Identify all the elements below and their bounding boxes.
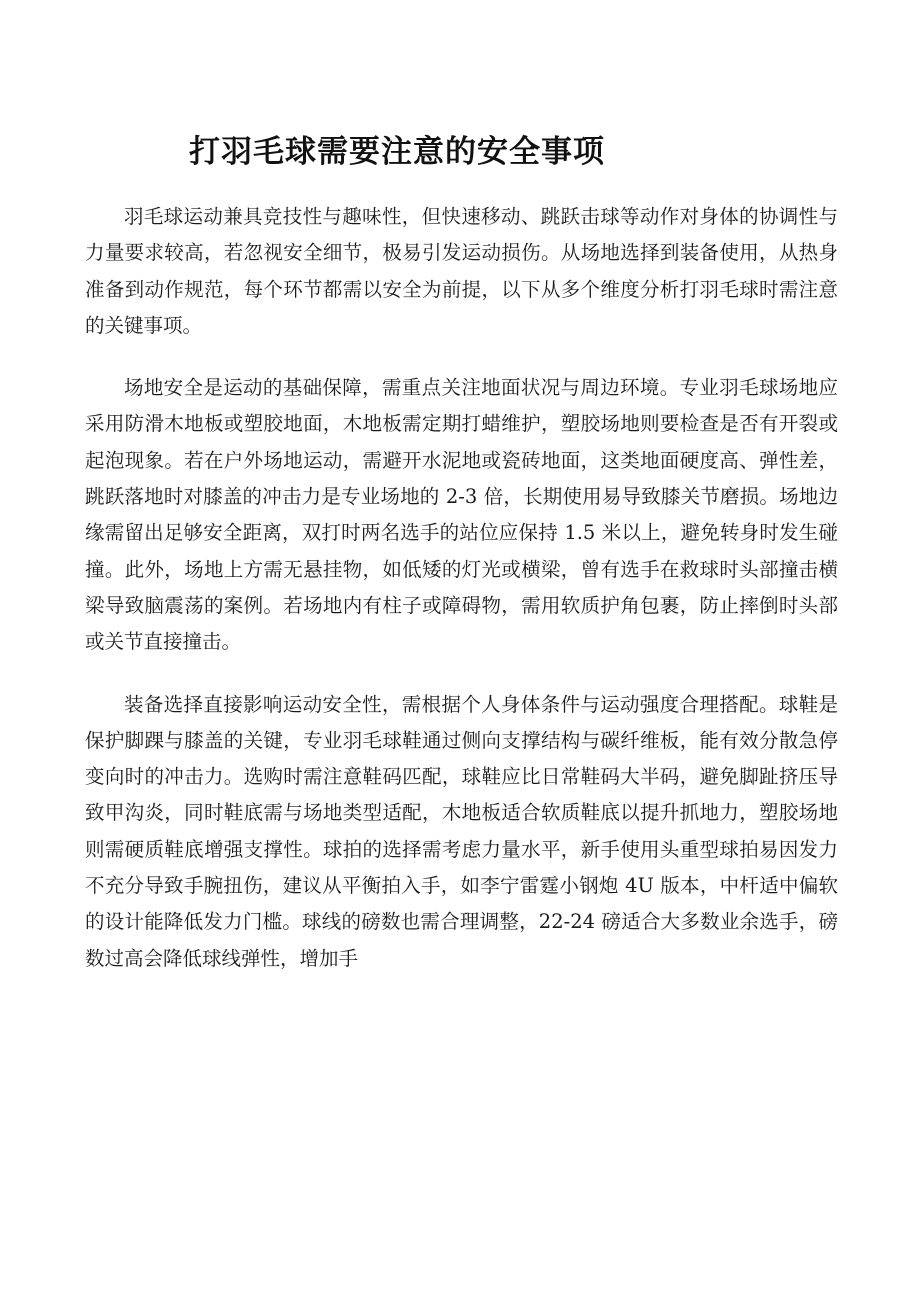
paragraph-equipment: 装备选择直接影响运动安全性，需根据个人身体条件与运动强度合理搭配。球鞋是保护脚踝与膝盖的关键，专业羽毛球鞋通过侧向支撑结构与碳纤维板，能有效分散急停变向时的冲击力。选购时需注意鞋码匹配，球鞋应比日常鞋码大半码，避免脚趾挤压导致甲沟炎，同时鞋底需与场地类型适配，木地板适合软质鞋底以提升抓地力，塑胶场地则需硬质鞋底增强支撑性。球拍的选择需考虑力量水平，新手使用头重型球拍易因发力不充分导致手腕扭伤，建议从平衡拍入手，如李宁雷霆小钢炮 4U 版本，中杆适中偏软的设计能降低发力门槛。球线的磅数也需合理调整，22-24 磅适合大多数业余选手，磅数过高会降低球线弹性，增加手 — [85, 692, 838, 970]
paragraph-intro: 羽毛球运动兼具竞技性与趣味性，但快速移动、跳跃击球等动作对身体的协调性与力量要求较高，若忽视安全细节，极易引发运动损伤。从场地选择到装备使用，从热身准备到动作规范，每个环节都需以安全为前提，以下从多个维度分析打羽毛球时需注意的关键事项。 — [85, 205, 838, 337]
paragraph-venue-safety: 场地安全是运动的基础保障，需重点关注地面状况与周边环境。专业羽毛球场地应采用防滑木地板或塑胶地面，木地板需定期打蜡维护，塑胶场地则要检查是否有开裂或起泡现象。若在户外场地运动，需避开水泥地或瓷砖地面，这类地面硬度高、弹性差，跳跃落地时对膝盖的冲击力是专业场地的 2-3 倍，长期使用易导致膝关节磨损。场地边缘需留出足够安全距离，双打时两名选手的站位应保持 1.5 米以上，避免转身时发生碰撞。此外，场地上方需无悬挂物，如低矮的灯光或横梁，曾有选手在救球时头部撞击横梁导致脑震荡的案例。若场地内有柱子或障碍物，需用软质护角包裹，防止摔倒时头部或关节直接撞击。 — [85, 376, 838, 654]
document-title: 打羽毛球需要注意的安全事项 — [189, 134, 605, 170]
